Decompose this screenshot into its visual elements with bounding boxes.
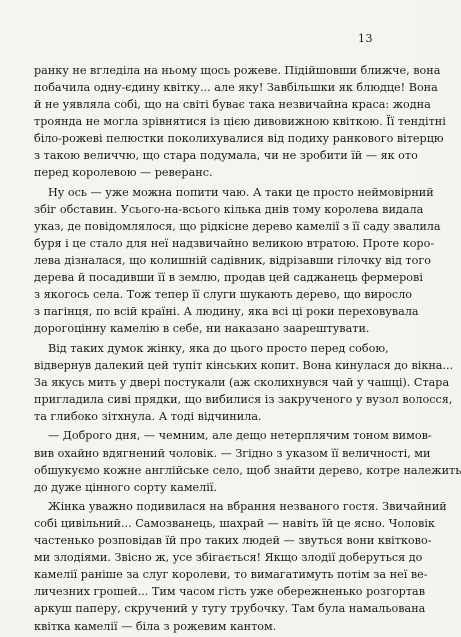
text-line: з такою величчю, що стара подумала, чи не зробити їй — як ото: [34, 149, 418, 163]
text-line: відвернув далекий цей тупіт кінських копит. Вона кинулася до вікна...: [34, 358, 454, 372]
text-line: пригладила сиві прядки, що вибилися із закрученого у вузол волосся,: [34, 392, 453, 406]
text-line: біло-рожеві пелюстки поколихувалися від подиху ранкового вітерцю: [34, 132, 444, 146]
page-number: 13: [358, 32, 373, 45]
text-line: лева дізналася, що колишній садівник, відрізавши гілочку від того: [34, 254, 431, 268]
text-line: квітка камелії — біла з рожевим кантом.: [34, 619, 277, 633]
text-line: Жінка уважно подивилася на вбрання незваного гостя. Звичайний: [48, 500, 447, 514]
paragraph: [34, 498, 447, 634]
text-line: буря і це стало для неї надзвичайно великою втратою. Проте коро-: [34, 236, 435, 250]
text-line: побачила одну-єдину квітку... але яку! Завбільшки як блюдце! Вона: [34, 81, 438, 95]
text-line: вив охайно вдягнений чоловік. — Згідно з указом її величності, ми: [34, 446, 431, 460]
text-line: з пагінця, по всій країні. А людину, яка всі ці роки переховувала: [34, 305, 419, 319]
text-line: з якогось села. Тож тепер її слуги шукають дерево, що виросло: [34, 288, 413, 302]
text-line: указ, де повідомлялося, що рідкісне дерево камелії з її саду звалила: [34, 219, 441, 233]
paragraph: [34, 62, 446, 181]
text-line: троянда не могла зрівнятися із цією дивовижною квіткою. Її тендітні: [34, 115, 446, 129]
paragraph: [34, 340, 454, 425]
text-line: За якусь мить у двері постукали (аж сколихнувся чай у чашці). Стара: [34, 375, 450, 389]
text-line: й не уявляла собі, що на світі буває така незвичайна краса: жодна: [34, 98, 431, 112]
text-line: — Доброго дня, — чемним, але дещо нетерплячим тоном вимов-: [48, 429, 432, 443]
text-line: Від таких думок жінку, яка до цього просто перед собою,: [48, 341, 389, 355]
text-line: Ну ось — уже можна попити чаю. А таки це просто неймовірний: [48, 185, 434, 199]
text-line: дерева й посадивши її в землю, продав цей саджанець фермерові: [34, 271, 423, 285]
body-text: [34, 62, 461, 637]
text-line: обшукуємо кожне англійське село, щоб знайти дерево, котре належить: [34, 463, 461, 477]
paragraph: [34, 184, 441, 337]
text-line: ми злодіями. Звісно ж, усе збігається! Якщо злодії доберуться до: [34, 551, 423, 565]
text-line: аркуш паперу, скручений у тугу трубочку. Там була намальована: [34, 602, 426, 616]
text-line: перед королевою — реверанс.: [34, 166, 213, 180]
text-line: частенько розповідав їй про таких людей — звуться вони квітково-: [34, 534, 432, 548]
text-line: та глибоко зітхнула. А тоді відчинила.: [34, 409, 262, 423]
text-line: дорогоцінну камелію в себе, ни наказано заарештувати.: [34, 322, 370, 336]
text-line: ранку не вгледіла на ньому щось рожеве. Підійшовши ближче, вона: [34, 64, 441, 77]
text-line: личезних грошей... Тим часом гість уже обережненько розгортав: [34, 585, 426, 599]
text-line: до дуже цінного сорту камелії.: [34, 480, 217, 494]
text-line: собі цивільний... Самозванець, шахрай — навіть їй це ясно. Чоловік: [34, 517, 435, 531]
text-line: камелії раніше за слуг королеви, то вимагатимуть потім за неї ве-: [34, 568, 428, 582]
paragraph: [34, 427, 461, 495]
text-line: збіг обставин. Усього-на-всього кілька днів тому королева видала: [34, 202, 424, 216]
